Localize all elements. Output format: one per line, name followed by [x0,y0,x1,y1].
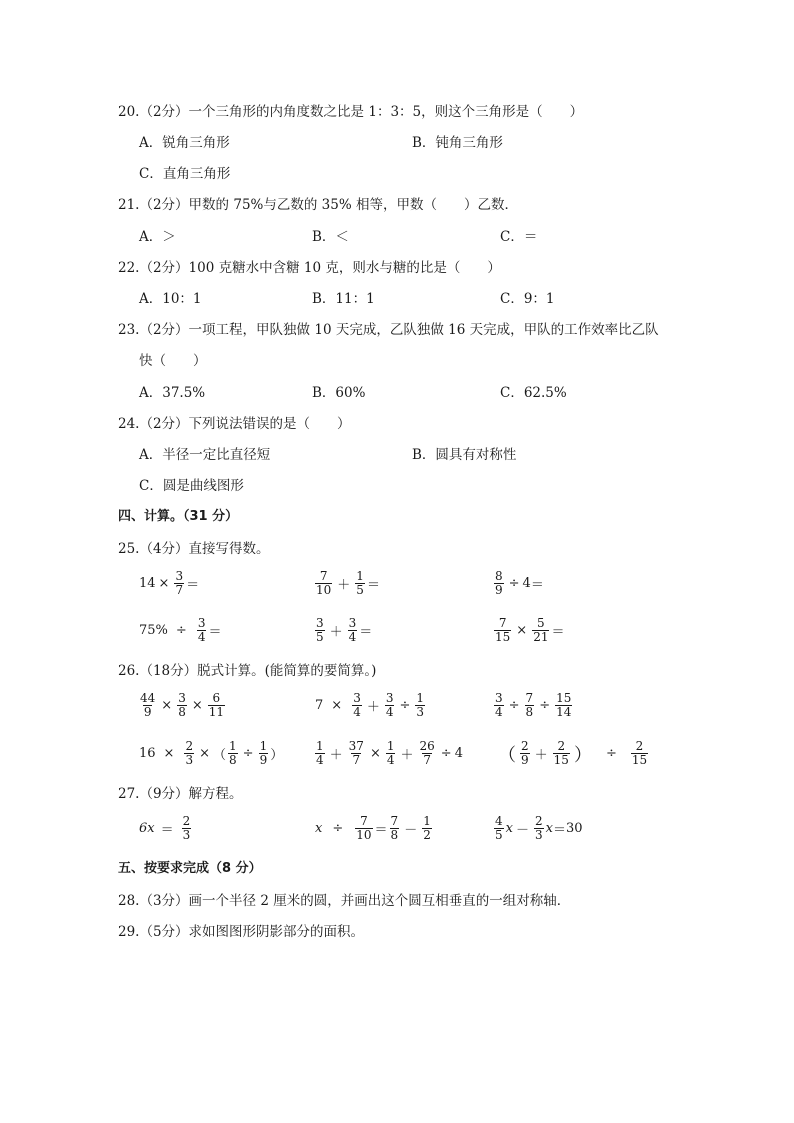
question-20: 20.（2分）一个三角形的内角度数之比是 1：3：5，则这个三角形是（ ） [118,104,584,120]
question-23: 23.（2分）一项工程，甲队独做 10 天完成，乙队独做 16 天完成，甲队的工作效率比乙队 [118,322,659,338]
question-26: 26.（18分）脱式计算。(能简算的要简算。) [118,663,377,679]
section-4-heading: 四、计算。（31 分） [118,509,239,524]
q26-expr-4: 16 × $\frac{2}{3}$ × （ $\frac{1}{8}$ ÷ $\frac{1}{9}$ ） [139,739,284,767]
question-27: 27.（9分）解方程。 [118,786,243,802]
q27-eq-1: 6x ＝ $\frac{2}{3}$ [139,814,191,842]
q26-expr-6: （ $\frac{2}{9}$ ＋ $\frac{2}{15}$ ） ÷ $\frac{2}{15}$ [498,739,648,767]
question-22: 22.（2分）100 克糖水中含糖 10 克，则水与糖的比是（ ） [118,260,501,276]
question-28: 28.（3分）画一个半径 2 厘米的圆，并画出这个圆互相垂直的一组对称轴． [118,893,571,909]
question-25: 25.（4分）直接写得数。 [118,541,270,557]
q21-option-b: B．＜ [312,229,349,245]
question-23-cont: 快（ ） [139,353,207,369]
q20-option-b: B．钝角三角形 [412,135,503,151]
q27-eq-2: x ÷ $\frac{7}{10}$ ＝ $\frac{7}{8}$ － $\frac{1}{2}$ [315,814,431,842]
q25-e1-op: × [158,576,170,591]
q26-expr-5: $\frac{1}{4}$ ＋ $\frac{37}{7}$ × $\frac{1}{4}$ ＋ $\frac{26}{7}$ ÷ 4 [316,739,463,767]
q25-expr-6: $\frac{7}{15}$ × $\frac{5}{21}$ ＝ [495,616,565,644]
q25-e1-eq: ＝ [186,578,200,593]
q23-option-a: A．37.5% [139,385,206,401]
q24-option-b: B．圆具有对称性 [412,447,517,463]
question-29: 29.（5分）求如图图形阴影部分的面积。 [118,924,365,940]
q21-option-a: A．＞ [139,229,176,245]
q25-e1-a: 14 [139,576,156,591]
q25-expr-1 [139,570,199,597]
q24-option-a: A．半径一定比直径短 [139,447,271,463]
q25-e1-frac: $\frac{3}{7}$ [175,569,184,597]
q25-expr-4: 75% ÷ $\frac{3}{4}$ ＝ [139,616,222,644]
q20-option-c: C．直角三角形 [139,166,231,182]
q27-eq-3: $\frac{4}{5}$ x － $\frac{2}{3}$ x ＝ 30 [495,814,583,842]
q21-option-c: C．＝ [500,229,538,245]
section-5-heading: 五、按要求完成（8 分） [118,861,262,876]
q26-expr-2: 7 × $\frac{3}{4}$ ＋ $\frac{3}{4}$ ÷ $\frac{1}{3}$ [315,691,425,719]
q20-option-a: A．锐角三角形 [139,135,230,151]
q22-option-b: B．11：1 [312,291,375,307]
q25-expr-5: $\frac{3}{5}$ ＋ $\frac{3}{4}$ ＝ [316,616,373,644]
q24-option-c: C．圆是曲线图形 [139,478,244,494]
q23-option-c: C．62.5% [500,385,567,401]
question-24: 24.（2分）下列说法错误的是（ ） [118,416,351,432]
q22-option-a: A．10：1 [139,291,202,307]
q25-expr-3: $\frac{8}{9}$ ÷ 4 ＝ [495,569,544,597]
question-21: 21.（2分）甲数的 75%与乙数的 35% 相等，甲数（ ）乙数． [118,197,518,213]
q23-option-b: B．60% [312,385,366,401]
q22-option-c: C．9：1 [500,291,555,307]
q26-expr-3: $\frac{3}{4}$ ÷ $\frac{7}{8}$ ÷ $\frac{15}{14}$ [495,691,572,719]
q26-expr-1: $\frac{44}{9}$ × $\frac{3}{8}$ × $\frac{6}{11}$ [140,691,225,719]
q25-expr-2: $\frac{7}{10}$ ＋ $\frac{1}{5}$ ＝ [316,569,380,597]
